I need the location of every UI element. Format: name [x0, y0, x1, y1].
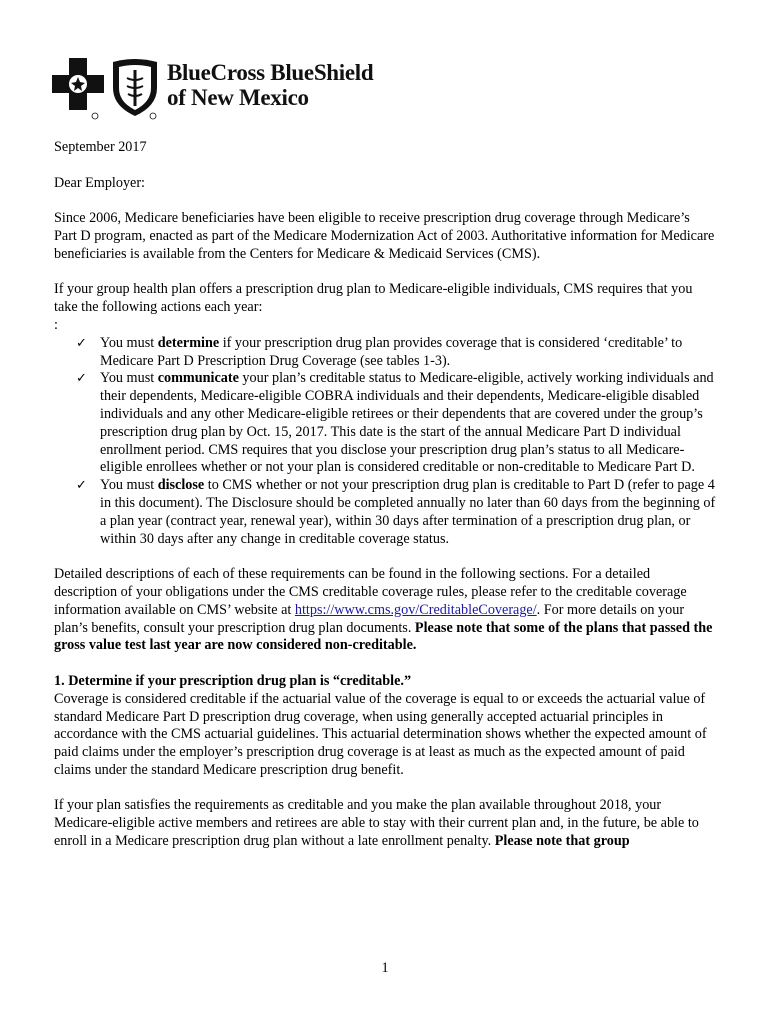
- logo-line-1: BlueCross BlueShield: [167, 60, 374, 85]
- checkmark-icon: ✓: [76, 478, 87, 494]
- checklist-item: ✓ You must determine if your prescription drug plan provides coverage that is considered ‘creditable’ to Medicare Part D Prescription Drug Coverage (see tables 1-3).: [76, 334, 683, 369]
- letter-date: September 2017: [54, 139, 147, 155]
- requirements-checklist: [54, 335, 716, 549]
- cross-logo-icon: [52, 58, 104, 120]
- requirements-intro: If your group health plan offers a prescription drug plan to Medicare-eligible individuals, CMS requires that you take the following actions each year:: [54, 281, 693, 316]
- letter-body: [54, 139, 716, 851]
- logo-wordmark: [167, 60, 373, 110]
- creditable-plan-paragraph: If your plan satisfies the requirements as creditable and you make the plan available throughout 2018, your Medicare-eligible active members and retirees are able to stay with their current plan and, in the future, be able to enroll in a Medicare prescription drug plan without a late enrollment penalty. Please note that group: [54, 797, 699, 850]
- shield-logo-icon: [109, 58, 161, 120]
- checkmark-icon: ✓: [76, 371, 87, 387]
- cms-creditable-coverage-link[interactable]: https://www.cms.gov/CreditableCoverage/: [294, 601, 537, 618]
- intro-paragraph: Since 2006, Medicare beneficiaries have been eligible to receive prescription drug coverage through Medicare’s Part D program, enacted as part of the Medicare Modernization Act of 2003. Authoritative information for Medicare beneficiaries is available from the Centers for Medicare & Medicaid Services (CMS).: [54, 210, 715, 262]
- checkmark-icon: ✓: [76, 335, 87, 351]
- colon-line: :: [54, 316, 58, 333]
- checklist-item: ✓ You must disclose to CMS whether or not your prescription drug plan is creditable to Part D (refer to page 4 in this document). The Disclosure should be completed annually no later than 60 days from the beginning of a plan year (contract year, renewal year), within 30 days after termination of a prescription drug plan, or within 30 days after any change in creditable coverage status.: [76, 477, 716, 547]
- salutation: Dear Employer:: [54, 174, 145, 191]
- details-paragraph: Detailed descriptions of each of these requirements can be found in the following sections. For a detailed description of your obligations under the CMS creditable coverage rules, please refer to the creditable coverage information available on CMS’ website at https://www.cms.gov/CreditableCoverage/. For more details on your plan’s benefits, consult your prescription drug plan documents. Please note that some of the plans that passed the gross value test last year are now considered non-creditable.: [54, 566, 713, 654]
- logo-line-2: of New Mexico: [167, 85, 309, 110]
- section-1-body: Coverage is considered creditable if the actuarial value of the coverage is equal to or exceeds the actuarial value of standard Medicare Part D prescription drug coverage, when using generally accepted actuarial principles in accordance with the CMS actuarial guidelines. This actuarial determination shows whether the expected amount of paid claims under the employer’s prescription drug coverage is at least as much as the expected amount of paid claims under the standard Medicare prescription drug benefit.: [54, 690, 707, 778]
- checklist-item: ✓ You must communicate your plan’s creditable status to Medicare-eligible, actively working individuals and their dependents, Medicare-eligible COBRA individuals and their dependents, Medicare-eligible disabled individuals and any other Medicare-eligible retirees or their dependents that are covered under the group’s prescription drug plan by Oct. 15, 2017. This date is the start of the annual Medicare Part D individual enrollment period. CMS requires that you disclose your prescription drug plan’s status to all Medicare-eligible enrollees whether or not your plan is considered creditable or non-creditable to Medicare Part D.: [76, 370, 714, 476]
- section-1-heading: 1. Determine if your prescription drug plan is “creditable.”: [54, 672, 412, 689]
- bcbs-logo: [52, 56, 392, 122]
- page-number: 1: [381, 960, 389, 976]
